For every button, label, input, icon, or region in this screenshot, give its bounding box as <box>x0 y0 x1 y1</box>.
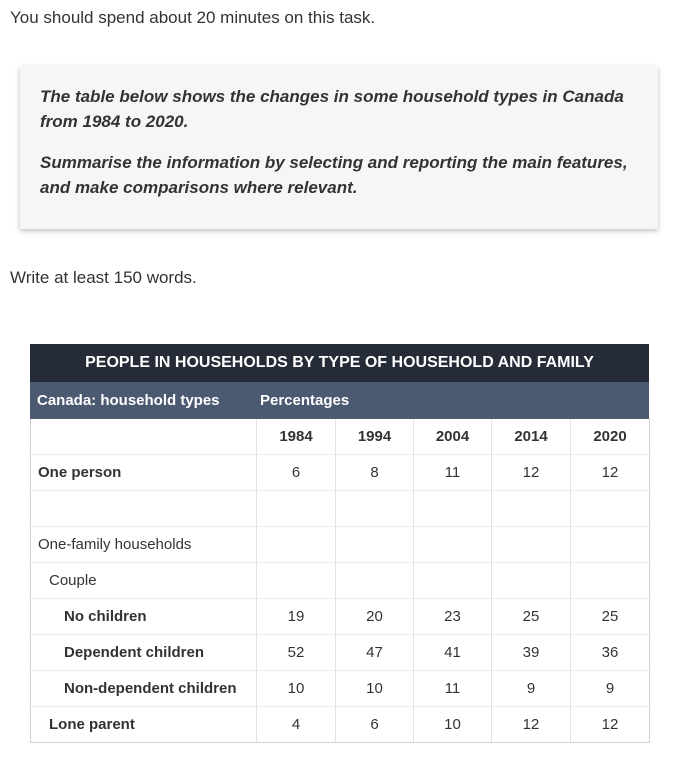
data-table <box>30 419 650 743</box>
year-header: 2020 <box>571 419 650 455</box>
table-cell <box>336 491 414 527</box>
row-label: Dependent children <box>31 635 257 671</box>
table-row <box>31 635 650 671</box>
table-cell: 9 <box>492 671 571 707</box>
table-cell: 25 <box>571 599 650 635</box>
table-cell: 11 <box>414 455 492 491</box>
table-row <box>31 527 650 563</box>
table-cell: 12 <box>571 455 650 491</box>
table-cell: 6 <box>257 455 336 491</box>
table-cell: 12 <box>571 707 650 743</box>
table-cell <box>492 527 571 563</box>
table-cell <box>414 563 492 599</box>
table-cell: 36 <box>571 635 650 671</box>
year-header: 2004 <box>414 419 492 455</box>
table-cell <box>257 563 336 599</box>
table-cell <box>414 527 492 563</box>
table-cell: 41 <box>414 635 492 671</box>
year-header: 1984 <box>257 419 336 455</box>
row-label: One-family households <box>31 527 257 563</box>
table-cell: 20 <box>336 599 414 635</box>
table-cell <box>257 491 336 527</box>
table-row <box>31 491 650 527</box>
row-label: No children <box>31 599 257 635</box>
table-title: PEOPLE IN HOUSEHOLDS BY TYPE OF HOUSEHOLD AND FAMILY <box>30 344 649 382</box>
table-cell: 25 <box>492 599 571 635</box>
task-prompt-box <box>20 66 658 229</box>
table-row <box>31 707 650 743</box>
table-cell <box>571 491 650 527</box>
table-row <box>31 563 650 599</box>
table-cell <box>414 491 492 527</box>
table-cell: 39 <box>492 635 571 671</box>
table-cell: 12 <box>492 455 571 491</box>
row-label: Couple <box>31 563 257 599</box>
table-cell <box>257 527 336 563</box>
year-header-row <box>31 419 650 455</box>
table-cell <box>492 563 571 599</box>
table-cell <box>336 563 414 599</box>
header-empty-cell <box>31 419 257 455</box>
table-row <box>31 599 650 635</box>
table-cell: 4 <box>257 707 336 743</box>
percentages-header: Percentages <box>260 392 350 409</box>
row-label <box>31 491 257 527</box>
table-cell: 6 <box>336 707 414 743</box>
table-cell: 8 <box>336 455 414 491</box>
table-cell: 19 <box>257 599 336 635</box>
table-cell: 47 <box>336 635 414 671</box>
household-table <box>30 344 649 743</box>
table-row <box>31 455 650 491</box>
household-types-header: Canada: household types <box>37 392 220 409</box>
table-row <box>31 671 650 707</box>
table-cell <box>336 527 414 563</box>
table-cell <box>492 491 571 527</box>
task-instruction: Summarise the information by selecting and reporting the main features, and make comparisons where relevant. <box>40 153 628 197</box>
table-cell: 9 <box>571 671 650 707</box>
task-time-instruction: You should spend about 20 minutes on this task. <box>10 8 376 27</box>
table-cell: 12 <box>492 707 571 743</box>
word-count-instruction: Write at least 150 words. <box>10 268 197 287</box>
row-label: Lone parent <box>31 707 257 743</box>
table-cell: 11 <box>414 671 492 707</box>
year-header: 2014 <box>492 419 571 455</box>
table-cell <box>571 563 650 599</box>
row-label: Non-dependent children <box>31 671 257 707</box>
table-cell: 23 <box>414 599 492 635</box>
row-label: One person <box>31 455 257 491</box>
table-subheader <box>30 382 649 419</box>
year-header: 1994 <box>336 419 414 455</box>
table-cell: 10 <box>414 707 492 743</box>
table-cell: 52 <box>257 635 336 671</box>
table-cell <box>571 527 650 563</box>
table-cell: 10 <box>336 671 414 707</box>
task-description: The table below shows the changes in some household types in Canada from 1984 to 2020. <box>40 87 624 131</box>
table-cell: 10 <box>257 671 336 707</box>
